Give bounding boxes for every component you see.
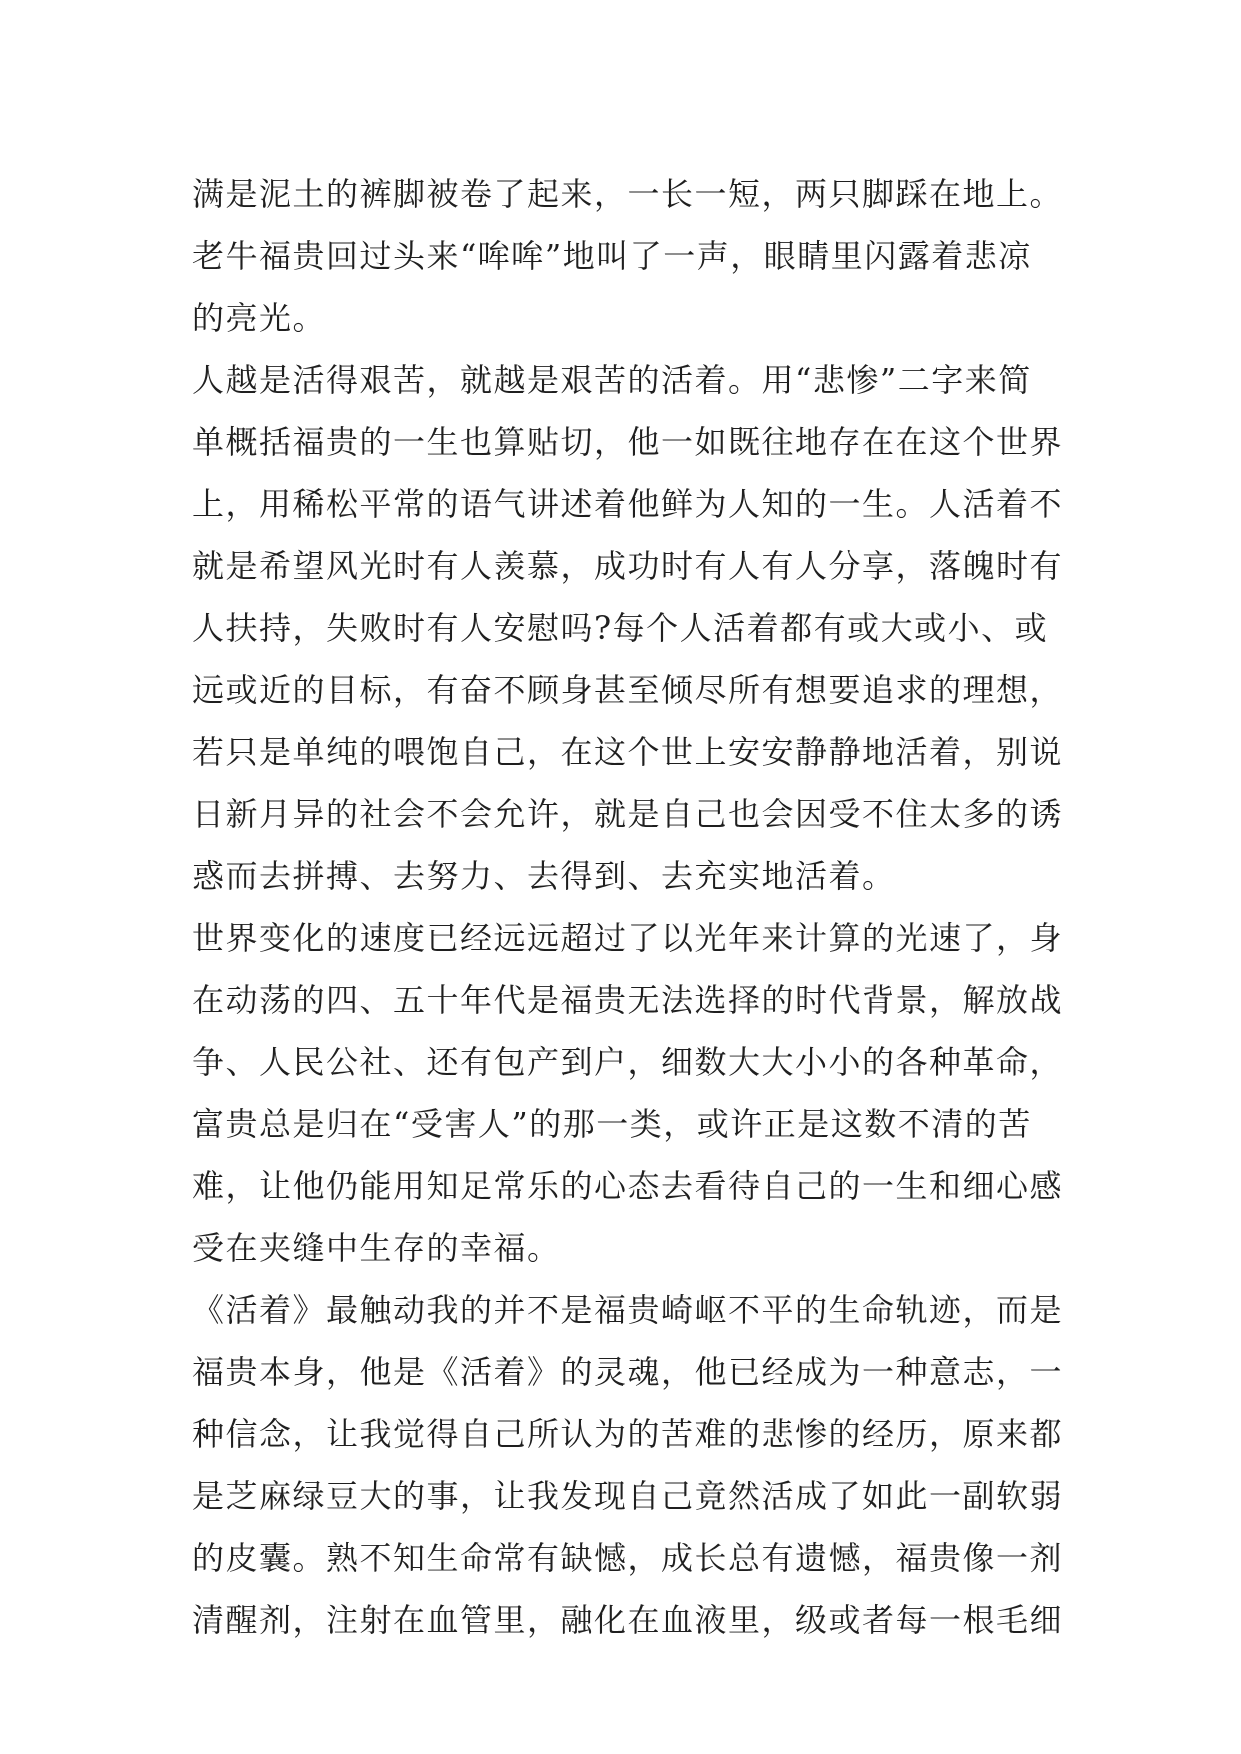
text-line: 是芝麻绿豆大的事，让我发现自己竟然活成了如此一副软弱 — [192, 1477, 1064, 1515]
text-line: 远或近的目标，有奋不顾身甚至倾尽所有想要追求的理想， — [192, 671, 1064, 709]
text-line: 惑而去拼搏、去努力、去得到、去充实地活着。 — [192, 857, 896, 895]
text-line: 难，让他仍能用知足常乐的心态去看待自己的一生和细心感 — [192, 1167, 1064, 1205]
text-line: 人扶持，失败时有人安慰吗?每个人活着都有或大或小、或 — [192, 609, 1049, 647]
text-line: 《活着》最触动我的并不是福贵崎岖不平的生命轨迹，而是 — [192, 1291, 1064, 1329]
text-line: 的皮囊。熟不知生命常有缺憾，成长总有遗憾，福贵像一剂 — [192, 1539, 1064, 1577]
text-line: 在动荡的四、五十年代是福贵无法选择的时代背景，解放战 — [192, 981, 1064, 1019]
text-line: 日新月异的社会不会允许，就是自己也会因受不住太多的诱 — [192, 795, 1064, 833]
text-line: 就是希望风光时有人羡慕，成功时有人有人分享，落魄时有 — [192, 547, 1064, 585]
text-line: 满是泥土的裤脚被卷了起来，一长一短，两只脚踩在地上。 — [192, 175, 1064, 213]
text-line: 清醒剂，注射在血管里，融化在血液里，级或者每一根毛细 — [192, 1601, 1064, 1639]
text-line: 受在夹缝中生存的幸福。 — [192, 1229, 561, 1267]
body-text — [192, 163, 1072, 1651]
text-line: 人越是活得艰苦，就越是艰苦的活着。用“悲惨”二字来简 — [192, 361, 1032, 399]
text-line: 世界变化的速度已经远远超过了以光年来计算的光速了，身 — [192, 919, 1064, 957]
text-line: 上，用稀松平常的语气讲述着他鲜为人知的一生。人活着不 — [192, 485, 1064, 523]
text-line: 福贵本身，他是《活着》的灵魂，他已经成为一种意志，一 — [192, 1353, 1064, 1391]
text-line: 争、人民公社、还有包产到户，细数大大小小的各种革命， — [192, 1043, 1064, 1081]
text-line: 若只是单纯的喂饱自己，在这个世上安安静静地活着，别说 — [192, 733, 1064, 771]
text-line: 单概括福贵的一生也算贴切，他一如既往地存在在这个世界 — [192, 423, 1064, 461]
text-line: 的亮光。 — [192, 299, 327, 337]
text-line: 富贵总是归在“受害人”的那一类，或许正是这数不清的苦 — [192, 1105, 1032, 1143]
text-line: 种信念，让我觉得自己所认为的苦难的悲惨的经历，原来都 — [192, 1415, 1064, 1453]
text-line: 老牛福贵回过头来“哞哞”地叫了一声，眼睛里闪露着悲凉 — [192, 237, 1032, 275]
